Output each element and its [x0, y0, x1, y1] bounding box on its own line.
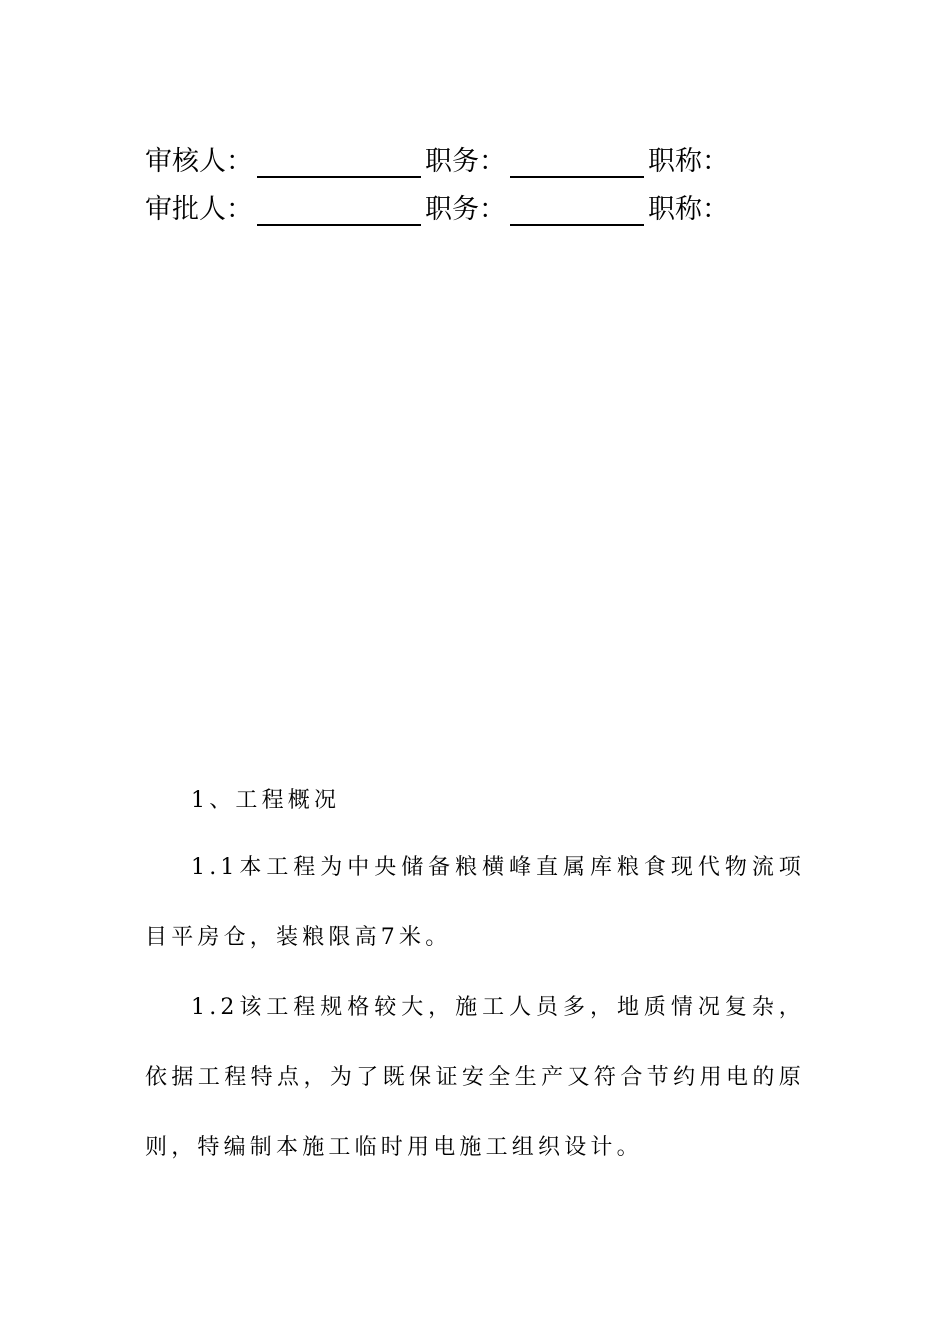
paragraph-1-2: 1.2该工程规格较大，施工人员多，地质情况复杂，依据工程特点，为了既保证安全生产又符合节约用电的原则，特编制本施工临时用电施工组织设计。 [145, 995, 805, 1160]
reviewer-position-blank [510, 144, 644, 178]
reviewer-title-label: 职称： [648, 146, 729, 177]
approver-row [145, 182, 845, 230]
reviewer-row [145, 134, 845, 182]
reviewer-name-blank [257, 144, 421, 178]
reviewer-position-label: 职务： [425, 146, 506, 177]
approver-position-label: 职务： [425, 194, 506, 225]
section-heading: 1、工程概况 [191, 788, 341, 813]
approver-title-label: 职称： [648, 194, 729, 225]
section-body [145, 785, 805, 1183]
approver-name-blank [257, 192, 421, 226]
reviewer-label: 审核人： [145, 146, 253, 177]
signature-block [145, 134, 845, 230]
paragraph-1-1: 1.1本工程为中央储备粮横峰直属库粮食现代物流项目平房仓，装粮限高7米。 [145, 855, 805, 950]
approver-label: 审批人： [145, 194, 253, 225]
approver-position-blank [510, 192, 644, 226]
